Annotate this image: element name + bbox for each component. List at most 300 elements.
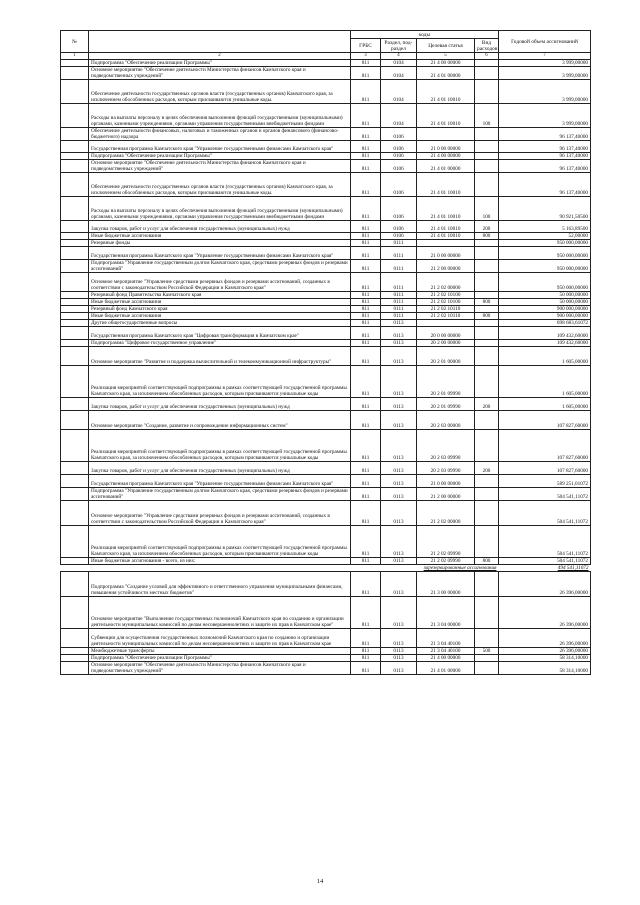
vr-cell: 100 [475,197,499,221]
razdel-cell: 0113 [381,558,417,565]
article-cell: 21 3 04 40100 [417,648,475,655]
razdel-cell: 0113 [381,526,417,558]
article-cell: 21 2 00 00000 [417,488,475,501]
row-name-cell: Закупка товаров, работ и услуг для обеспечения государственных (муниципальных) нужд [89,462,351,475]
table-row [61,160,591,173]
table-row [61,558,591,565]
table-row [61,233,591,240]
amount-cell: 950 000,00000 [499,260,591,273]
row-name-cell: Закупка товаров, работ и услуг для обеспечения государственных (муниципальных) нужд [89,221,351,233]
razdel-cell: 0113 [381,597,417,629]
razdel-cell: 0106 [381,153,417,160]
razdel-cell: 0113 [381,488,417,501]
grbs-cell: 811 [351,299,381,306]
table-body [61,60,591,675]
razdel-cell: 0106 [381,128,417,141]
row-name-cell: Подпрограмма "Цифровое государственное управление" [89,340,351,347]
article-cell: 21 4 01 00000 [417,160,475,173]
amount-cell: 900 000,00000 [499,306,591,313]
razdel-cell: 0106 [381,173,417,197]
vr-cell: 200 [475,221,499,233]
grbs-cell: 811 [351,501,381,526]
vr-cell [475,173,499,197]
grbs-cell: 811 [351,306,381,313]
table-row [61,67,591,80]
amount-cell: 96 137,40000 [499,141,591,153]
row-number-cell [61,398,89,411]
razdel-cell: 0113 [381,462,417,475]
razdel-cell: 0113 [381,398,417,411]
article-cell: 21 4 01 10010 [417,104,475,128]
razdel-cell: 0111 [381,306,417,313]
row-name-cell: Обеспечение деятельности государственных органов власти (государственных органов) Камчатского края, за исключением обособленных расходов, которым присваиваются уникальные коды. [89,173,351,197]
table-row [61,306,591,313]
article-cell: 21 2 02 10100 [417,292,475,299]
amount-cell: 96 137,40000 [499,128,591,141]
razdel-cell: 0111 [381,260,417,273]
article-cell: 21 4 01 10010 [417,233,475,240]
table-row [61,572,591,597]
table-row [61,488,591,501]
razdel-cell: 0104 [381,80,417,104]
vr-cell [475,366,499,398]
article-cell: 21 4 00 00000 [417,153,475,160]
vr-cell [475,247,499,260]
vr-cell [475,320,499,327]
table-row [61,340,591,347]
article-cell: 21 2 02 09990 [417,558,475,565]
article-cell: 21 0 00 00000 [417,247,475,260]
row-name-cell: Основное мероприятие "Обеспечение деятельности Министерства финансов Камчатского края и подведомственных учреждений" [89,662,351,675]
vr-cell: 800 [475,299,499,306]
article-cell: 21 2 02 00000 [417,501,475,526]
vr-cell: 200 [475,462,499,475]
row-number-cell [61,558,89,565]
amount-cell: 96 137,40000 [499,153,591,160]
amount-cell: 96 137,40000 [499,173,591,197]
vr-cell: 100 [475,104,499,128]
vr-cell [475,655,499,662]
razdel-cell: 0104 [381,104,417,128]
vr-cell [475,60,499,67]
article-cell: 20 2 03 09990 [417,430,475,462]
row-name-cell: Государственная программа Камчатского края "Управление государственными финансами Камчатского края" [89,141,351,153]
column-number: 5 [417,53,475,60]
vr-cell [475,80,499,104]
row-number-cell [61,327,89,340]
article-cell: 21 4 01 10010 [417,221,475,233]
table-row [61,221,591,233]
amount-cell: 950 000,00000 [499,247,591,260]
table-row [61,366,591,398]
table-row [61,501,591,526]
column-number: 7 [499,53,591,60]
grbs-cell: 811 [351,572,381,597]
table-row [61,462,591,475]
amount-cell: 3 999,00000 [499,67,591,80]
razdel-cell: 0106 [381,160,417,173]
table-row [61,475,591,488]
row-number-cell [61,67,89,80]
article-cell: 21 4 01 10010 [417,197,475,221]
grbs-cell: 811 [351,173,381,197]
razdel-cell: 0106 [381,221,417,233]
row-number-cell [61,366,89,398]
razdel-cell: 0113 [381,501,417,526]
vr-cell [475,572,499,597]
amount-cell: 58 314,10000 [499,655,591,662]
razdel-cell: 0111 [381,247,417,260]
razdel-cell: 0113 [381,320,417,327]
row-number-cell [61,104,89,128]
article-cell: 20 2 03 09990 [417,462,475,475]
article-cell [417,240,475,247]
amount-cell: 900 000,00000 [499,313,591,320]
vr-cell [475,292,499,299]
row-name-cell: Основное мероприятие "Управление средствами резервных фондов и резервами ассигнований, созданных в соответствии с законодательством Российской Федерации и Камчатского края" [89,501,351,526]
grbs-cell: 811 [351,347,381,366]
amount-cell: 109 432,60000 [499,327,591,340]
grbs-cell: 811 [351,320,381,327]
grbs-cell: 811 [351,629,381,648]
header-vr: Вид расходов [475,39,499,53]
grbs-cell: 811 [351,260,381,273]
article-cell: 21 3 04 00000 [417,597,475,629]
row-name-cell: Иные бюджетные ассигнования - всего, из них: [89,558,351,565]
row-number-cell [61,60,89,67]
row-number-cell [61,488,89,501]
amount-cell: 1 605,00000 [499,347,591,366]
table-row [61,430,591,462]
row-name-cell: Основное мероприятие "Выполнение государственных полномочий Камчатского края по созданию и организации деятельности муниципальных комиссий по делам несовершеннолетних и защите их прав в Камчатском крае" [89,597,351,629]
header-razdel: Раздел, под-раздел [381,39,417,53]
amount-cell: 96 137,40000 [499,160,591,173]
row-number-cell [61,173,89,197]
amount-cell: 52,00000 [499,233,591,240]
grbs-cell: 811 [351,153,381,160]
razdel-cell: 0113 [381,430,417,462]
grbs-cell: 811 [351,247,381,260]
grbs-cell: 811 [351,488,381,501]
razdel-cell: 0113 [381,648,417,655]
vr-cell: 200 [475,398,499,411]
vr-cell [475,240,499,247]
row-name-cell: Резервные фонды [89,240,351,247]
row-number-cell [61,430,89,462]
razdel-cell: 0111 [381,313,417,320]
razdel-cell: 0104 [381,67,417,80]
table-row [61,299,591,306]
column-number: 1 [61,53,89,60]
table-row [61,173,591,197]
row-name-cell: Подпрограмма "Управление государственным долгом Камчатского края, средствами резервных фондов и резервами ассигнований" [89,488,351,501]
vr-cell [475,306,499,313]
grbs-cell: 811 [351,128,381,141]
header-codes-group: коды [351,31,499,39]
row-name-cell: Иные бюджетные ассигнования [89,313,351,320]
grbs-cell: 811 [351,141,381,153]
amount-cell: 26 396,00000 [499,648,591,655]
amount-cell: 504 541,11072 [499,526,591,558]
row-number-cell [61,648,89,655]
amount-cell: 698 683,61072 [499,320,591,327]
grbs-cell: 811 [351,292,381,299]
table-row [61,80,591,104]
row-number-cell [61,347,89,366]
vr-cell: 500 [475,648,499,655]
vr-cell [475,597,499,629]
grbs-cell: 811 [351,398,381,411]
vr-cell [475,488,499,501]
row-number-cell [61,141,89,153]
row-number-cell [61,320,89,327]
vr-cell [475,260,499,273]
table-row [61,320,591,327]
row-number-cell [61,662,89,675]
grbs-cell: 811 [351,411,381,430]
article-cell: 21 4 01 00000 [417,662,475,675]
row-name-cell: Основное мероприятие "Обеспечение деятельности Министерства финансов Камчатского края и подведомственных учреждений" [89,67,351,80]
article-cell: 20 2 03 00000 [417,411,475,430]
razdel-cell: 0106 [381,141,417,153]
row-number-cell [61,565,89,572]
grbs-cell: 811 [351,475,381,488]
row-number-cell [61,240,89,247]
column-number: 3 [351,53,381,60]
article-cell: 20 0 00 00000 [417,327,475,340]
amount-cell: 58 314,10000 [499,662,591,675]
razdel-cell: 0111 [381,273,417,292]
grbs-cell: 811 [351,597,381,629]
row-number-cell [61,247,89,260]
vr-cell [475,430,499,462]
row-name-cell: Государственная программа Камчатского края "Управление государственными финансами Камчатского края" [89,475,351,488]
row-name-cell: Подпрограмма "Создание условий для эффективного и ответственного управления муниципальными финансами, повышения устойчивости местных бюджетов" [89,572,351,597]
header-no: № [61,31,89,53]
article-cell: 21 2 02 10110 [417,306,475,313]
table-row [61,347,591,366]
row-number-cell [61,233,89,240]
table-row [61,260,591,273]
row-name-cell: Обеспечение деятельности государственных органов власти (государственных органов) Камчатского края, за исключением обособленных расходов, которым присваиваются уникальные коды. [89,80,351,104]
column-number: 4 [381,53,417,60]
amount-cell: 26 396,00000 [499,629,591,648]
vr-cell [475,526,499,558]
vr-cell [475,67,499,80]
article-cell: 21 2 02 10110 [417,313,475,320]
row-number-cell [61,292,89,299]
grbs-cell: 811 [351,197,381,221]
table-row [61,398,591,411]
table-row [61,60,591,67]
vr-cell [475,662,499,675]
vr-cell [475,475,499,488]
table-row [61,197,591,221]
amount-cell: 1 605,00000 [499,366,591,398]
header-grbs: ГРБС [351,39,381,53]
razdel-cell: 0111 [381,292,417,299]
row-name-cell: Резервный фонд Правительства Камчатского края [89,292,351,299]
amount-cell: 109 432,60000 [499,340,591,347]
row-number-cell [61,411,89,430]
vr-cell [475,629,499,648]
grbs-cell: 811 [351,662,381,675]
grbs-cell: 811 [351,462,381,475]
row-name-cell: Закупка товаров, работ и услуг для обеспечения государственных (муниципальных) нужд [89,398,351,411]
table-row [61,629,591,648]
row-number-cell [61,629,89,648]
row-name-cell: Государственная программа Камчатского края "Цифровая трансформация в Камчатском крае" [89,327,351,340]
row-name-cell: Подпрограмма "Обеспечение реализации Программы" [89,153,351,160]
grbs-cell: 811 [351,221,381,233]
article-cell: 21 3 04 40100 [417,629,475,648]
row-number-cell [61,260,89,273]
razdel-cell: 0113 [381,629,417,648]
row-name-cell: Обеспечение деятельности финансовых, налоговых и таможенных органов и органов финансового (финансово-бюджетного) надзора [89,128,351,141]
table-row [61,128,591,141]
row-name-cell: Иные бюджетные ассигнования [89,299,351,306]
table-row [61,662,591,675]
vr-cell [475,347,499,366]
row-name-cell: Другие общегосударственные вопросы [89,320,351,327]
razdel-cell: 0113 [381,327,417,340]
vr-cell [475,160,499,173]
article-cell: 21 2 00 00000 [417,260,475,273]
row-number-cell [61,128,89,141]
vr-cell [475,501,499,526]
razdel-cell: 0111 [381,240,417,247]
amount-cell: 1 605,00000 [499,398,591,411]
page-number: 14 [316,878,324,885]
razdel-cell: 0113 [381,340,417,347]
vr-cell: 800 [475,313,499,320]
razdel-cell: 0113 [381,411,417,430]
row-name-cell: Основное мероприятие "Управление средствами резервных фондов и резервами ассигнований, созданных в соответствии с законодательством Российской Федерации и Камчатского края" [89,273,351,292]
grbs-cell: 811 [351,160,381,173]
razdel-cell: 0113 [381,347,417,366]
grbs-cell: 811 [351,430,381,462]
row-name-cell: Подпрограмма "Обеспечение реализации Программы" [89,655,351,662]
article-cell [417,320,475,327]
grbs-cell: 811 [351,558,381,565]
row-number-cell [61,160,89,173]
row-number-cell [61,462,89,475]
table-row [61,104,591,128]
article-cell: 21 2 02 09990 [417,526,475,558]
grbs-cell: 811 [351,313,381,320]
article-cell: 20 2 00 00000 [417,340,475,347]
grbs-cell: 811 [351,60,381,67]
article-cell: 21 4 01 10010 [417,80,475,104]
row-name-cell: Расходы на выплаты персоналу в целях обеспечения выполнения функций государственными (муниципальными) органами, казенными учреждениями, органами управления государственными внебюджетными фондами [89,104,351,128]
table-row [61,526,591,558]
table-row [61,327,591,340]
amount-cell: 504 541,11072 [499,501,591,526]
grbs-cell: 811 [351,240,381,247]
row-number-cell [61,80,89,104]
table-row [61,313,591,320]
razdel-cell: 0113 [381,572,417,597]
table-row [61,273,591,292]
amount-cell: 107 827,60000 [499,430,591,462]
row-name-cell: Основное мероприятие "Обеспечение деятельности Министерства финансов Камчатского края и подведомственных учреждений" [89,160,351,173]
amount-cell: 26 396,00000 [499,597,591,629]
row-name-cell: Резервный фонд Камчатского края [89,306,351,313]
article-cell: 21 0 00 00000 [417,475,475,488]
row-number-cell [61,655,89,662]
article-cell [417,128,475,141]
amount-cell: 3 999,00000 [499,60,591,67]
table-row [61,411,591,430]
header-name [89,31,351,53]
grbs-cell: 811 [351,327,381,340]
amount-cell: 494 541,11072 [499,565,591,572]
amount-cell: 26 396,00000 [499,572,591,597]
vr-cell [475,153,499,160]
row-number-cell [61,572,89,597]
amount-cell: 589 251,01072 [499,475,591,488]
row-number-cell [61,475,89,488]
column-number: 6 [475,53,499,60]
table-row [61,153,591,160]
table-note-row [61,565,591,572]
row-name-cell: Государственная программа Камчатского края "Управление государственными финансами Камчатского края" [89,247,351,260]
row-number-cell [61,273,89,292]
header-sum: Годовой объем ассигнований [499,31,591,53]
row-number-cell [61,340,89,347]
column-number: 2 [89,53,351,60]
note-label: зарезервированные ассигнования [351,565,499,572]
amount-cell: 3 999,00000 [499,80,591,104]
budget-table [60,30,591,675]
article-cell: 21 4 01 10010 [417,173,475,197]
row-name-cell: Реализация мероприятий соответствующей подпрограммы в рамках соответствующей государственной программы Камчатского края, за исключением обособленных расходов, которым присваиваются уникальные коды [89,526,351,558]
row-number-cell [61,153,89,160]
row-name-cell: Иные бюджетные ассигнования [89,233,351,240]
article-cell: 21 3 00 00000 [417,572,475,597]
amount-cell: 504 541,11072 [499,558,591,565]
row-name-cell [89,565,351,572]
row-number-cell [61,501,89,526]
amount-cell: 950 000,00000 [499,240,591,247]
vr-cell [475,327,499,340]
vr-cell [475,411,499,430]
grbs-cell: 811 [351,655,381,662]
article-cell: 21 0 00 00000 [417,141,475,153]
razdel-cell: 0106 [381,197,417,221]
grbs-cell: 811 [351,67,381,80]
razdel-cell: 0113 [381,475,417,488]
row-number-cell [61,597,89,629]
article-cell: 20 2 01 00000 [417,347,475,366]
row-number-cell [61,197,89,221]
vr-cell: 800 [475,233,499,240]
article-cell: 20 2 01 09990 [417,366,475,398]
grbs-cell: 811 [351,80,381,104]
grbs-cell: 811 [351,104,381,128]
row-name-cell: Подпрограмма "Управление государственным долгом Камчатского края, средствами резервных фондов и резервами ассигнований" [89,260,351,273]
table-row [61,240,591,247]
grbs-cell: 811 [351,526,381,558]
row-number-cell [61,526,89,558]
article-cell: 21 4 00 00000 [417,655,475,662]
vr-cell [475,141,499,153]
table-row [61,247,591,260]
row-number-cell [61,313,89,320]
document-page [60,30,590,675]
row-name-cell: Реализация мероприятий соответствующей подпрограммы в рамках соответствующей государственной программы Камчатского края, за исключением обособленных расходов, которым присваиваются уникальные коды [89,430,351,462]
amount-cell: 5 163,89500 [499,221,591,233]
